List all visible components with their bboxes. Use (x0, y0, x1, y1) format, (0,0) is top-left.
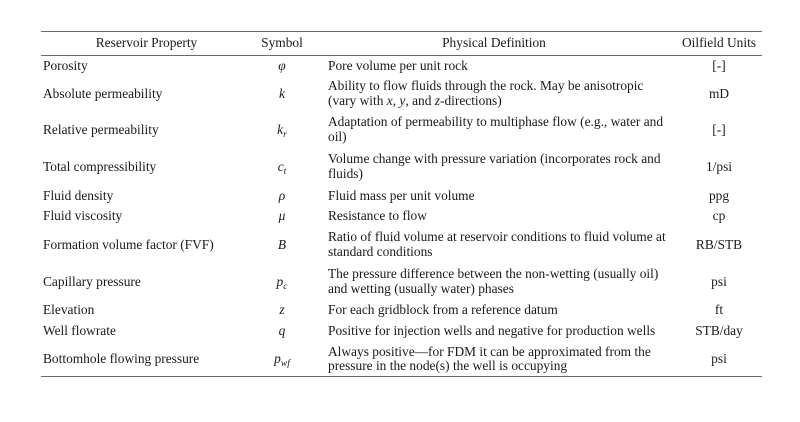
cell-units: STB/day (695, 323, 743, 339)
symbol-subscript: c (283, 281, 288, 292)
symbol-subscript: wf (280, 358, 290, 369)
cell-property: Capillary pressure (43, 273, 141, 289)
table-row (41, 207, 762, 227)
cell-units: [-] (712, 121, 726, 137)
cell-definition: For each gridblock from a reference datum (328, 302, 558, 318)
table-row (41, 301, 762, 321)
table-row (41, 77, 762, 112)
header-property: Reservoir Property (41, 32, 252, 56)
table-row (41, 321, 762, 343)
cell-units: RB/STB (695, 236, 743, 252)
cell-symbol (252, 149, 312, 186)
table-row (41, 343, 762, 377)
math-variable: z (434, 93, 440, 108)
cell-property: Bottomhole flowing pressure (41, 343, 252, 377)
cell-symbol (252, 321, 312, 343)
cell-units: ft (714, 302, 724, 318)
symbol-main: z (279, 302, 285, 318)
cell-definition: The pressure difference between the non-wetting (usually oil) and wetting (usually water) phases (328, 266, 659, 296)
cell-definition: Resistance to flow (328, 208, 427, 224)
cell-symbol (252, 264, 312, 301)
cell-definition: Ability to flow fluids through the rock. May be anisotropic (vary with x, y, and z-directions) (328, 78, 644, 108)
cell-units: cp (712, 208, 726, 224)
cell-units: [-] (712, 57, 726, 73)
cell-definition: Always positive—for FDM it can be approximated from the pressure in the node(s) the well is occupying (312, 343, 676, 377)
cell-units: psi (676, 343, 762, 377)
cell-property: Porosity (43, 57, 88, 73)
cell-definition: Adaptation of permeability to multiphase flow (e.g., water and oil) (328, 114, 664, 144)
cell-symbol (252, 186, 312, 207)
symbol-main: q (278, 323, 286, 339)
symbol-main: p (274, 350, 281, 366)
cell-property: Formation volume factor (FVF) (43, 236, 214, 252)
table-body (41, 56, 762, 377)
symbol-main: c (277, 158, 284, 174)
table-row (41, 112, 762, 149)
table-row (41, 149, 762, 186)
cell-property: Absolute permeability (43, 85, 163, 101)
reservoir-properties-table-container (41, 31, 762, 377)
math-variable: x (386, 93, 393, 108)
symbol-subscript: t (283, 166, 287, 177)
symbol-main: μ (278, 208, 286, 224)
header-units: Oilfield Units (676, 32, 762, 56)
cell-symbol (252, 77, 312, 112)
table-row (41, 264, 762, 301)
reservoir-properties-table (41, 31, 762, 377)
symbol-main: B (277, 236, 287, 252)
symbol-main: ρ (278, 187, 286, 203)
header-row (41, 32, 762, 56)
table-row (41, 186, 762, 207)
cell-units: 1/psi (705, 158, 733, 174)
symbol-main: φ (278, 57, 286, 73)
cell-property: Elevation (43, 302, 95, 318)
symbol-main: p (276, 273, 284, 289)
symbol-subscript: r (283, 129, 287, 140)
table-row (41, 227, 762, 264)
table-row (41, 56, 762, 77)
cell-definition: Fluid mass per unit volume (328, 187, 475, 203)
cell-definition: Positive for injection wells and negative for production wells (328, 323, 656, 339)
header-symbol: Symbol (252, 32, 312, 56)
symbol-main: k (277, 121, 284, 137)
cell-symbol (252, 227, 312, 264)
table-header (41, 32, 762, 56)
cell-property: Well flowrate (43, 323, 116, 339)
cell-units: psi (711, 273, 727, 289)
cell-symbol (252, 343, 312, 377)
header-definition: Physical Definition (312, 32, 676, 56)
cell-property: Fluid viscosity (43, 208, 123, 224)
cell-property: Fluid density (43, 187, 114, 203)
cell-property: Relative permeability (43, 121, 159, 137)
math-variable: y (399, 93, 406, 108)
cell-symbol (252, 112, 312, 149)
cell-symbol (252, 207, 312, 227)
cell-symbol (252, 301, 312, 321)
symbol-main: k (279, 85, 285, 101)
cell-symbol (252, 56, 312, 77)
cell-units: mD (708, 85, 730, 101)
cell-definition: Pore volume per unit rock (328, 57, 468, 73)
cell-definition: Ratio of fluid volume at reservoir conditions to fluid volume at standard conditions (328, 229, 666, 259)
cell-property: Total compressibility (43, 158, 157, 174)
cell-definition: Volume change with pressure variation (incorporates rock and fluids) (328, 151, 661, 181)
cell-units: ppg (708, 187, 730, 203)
